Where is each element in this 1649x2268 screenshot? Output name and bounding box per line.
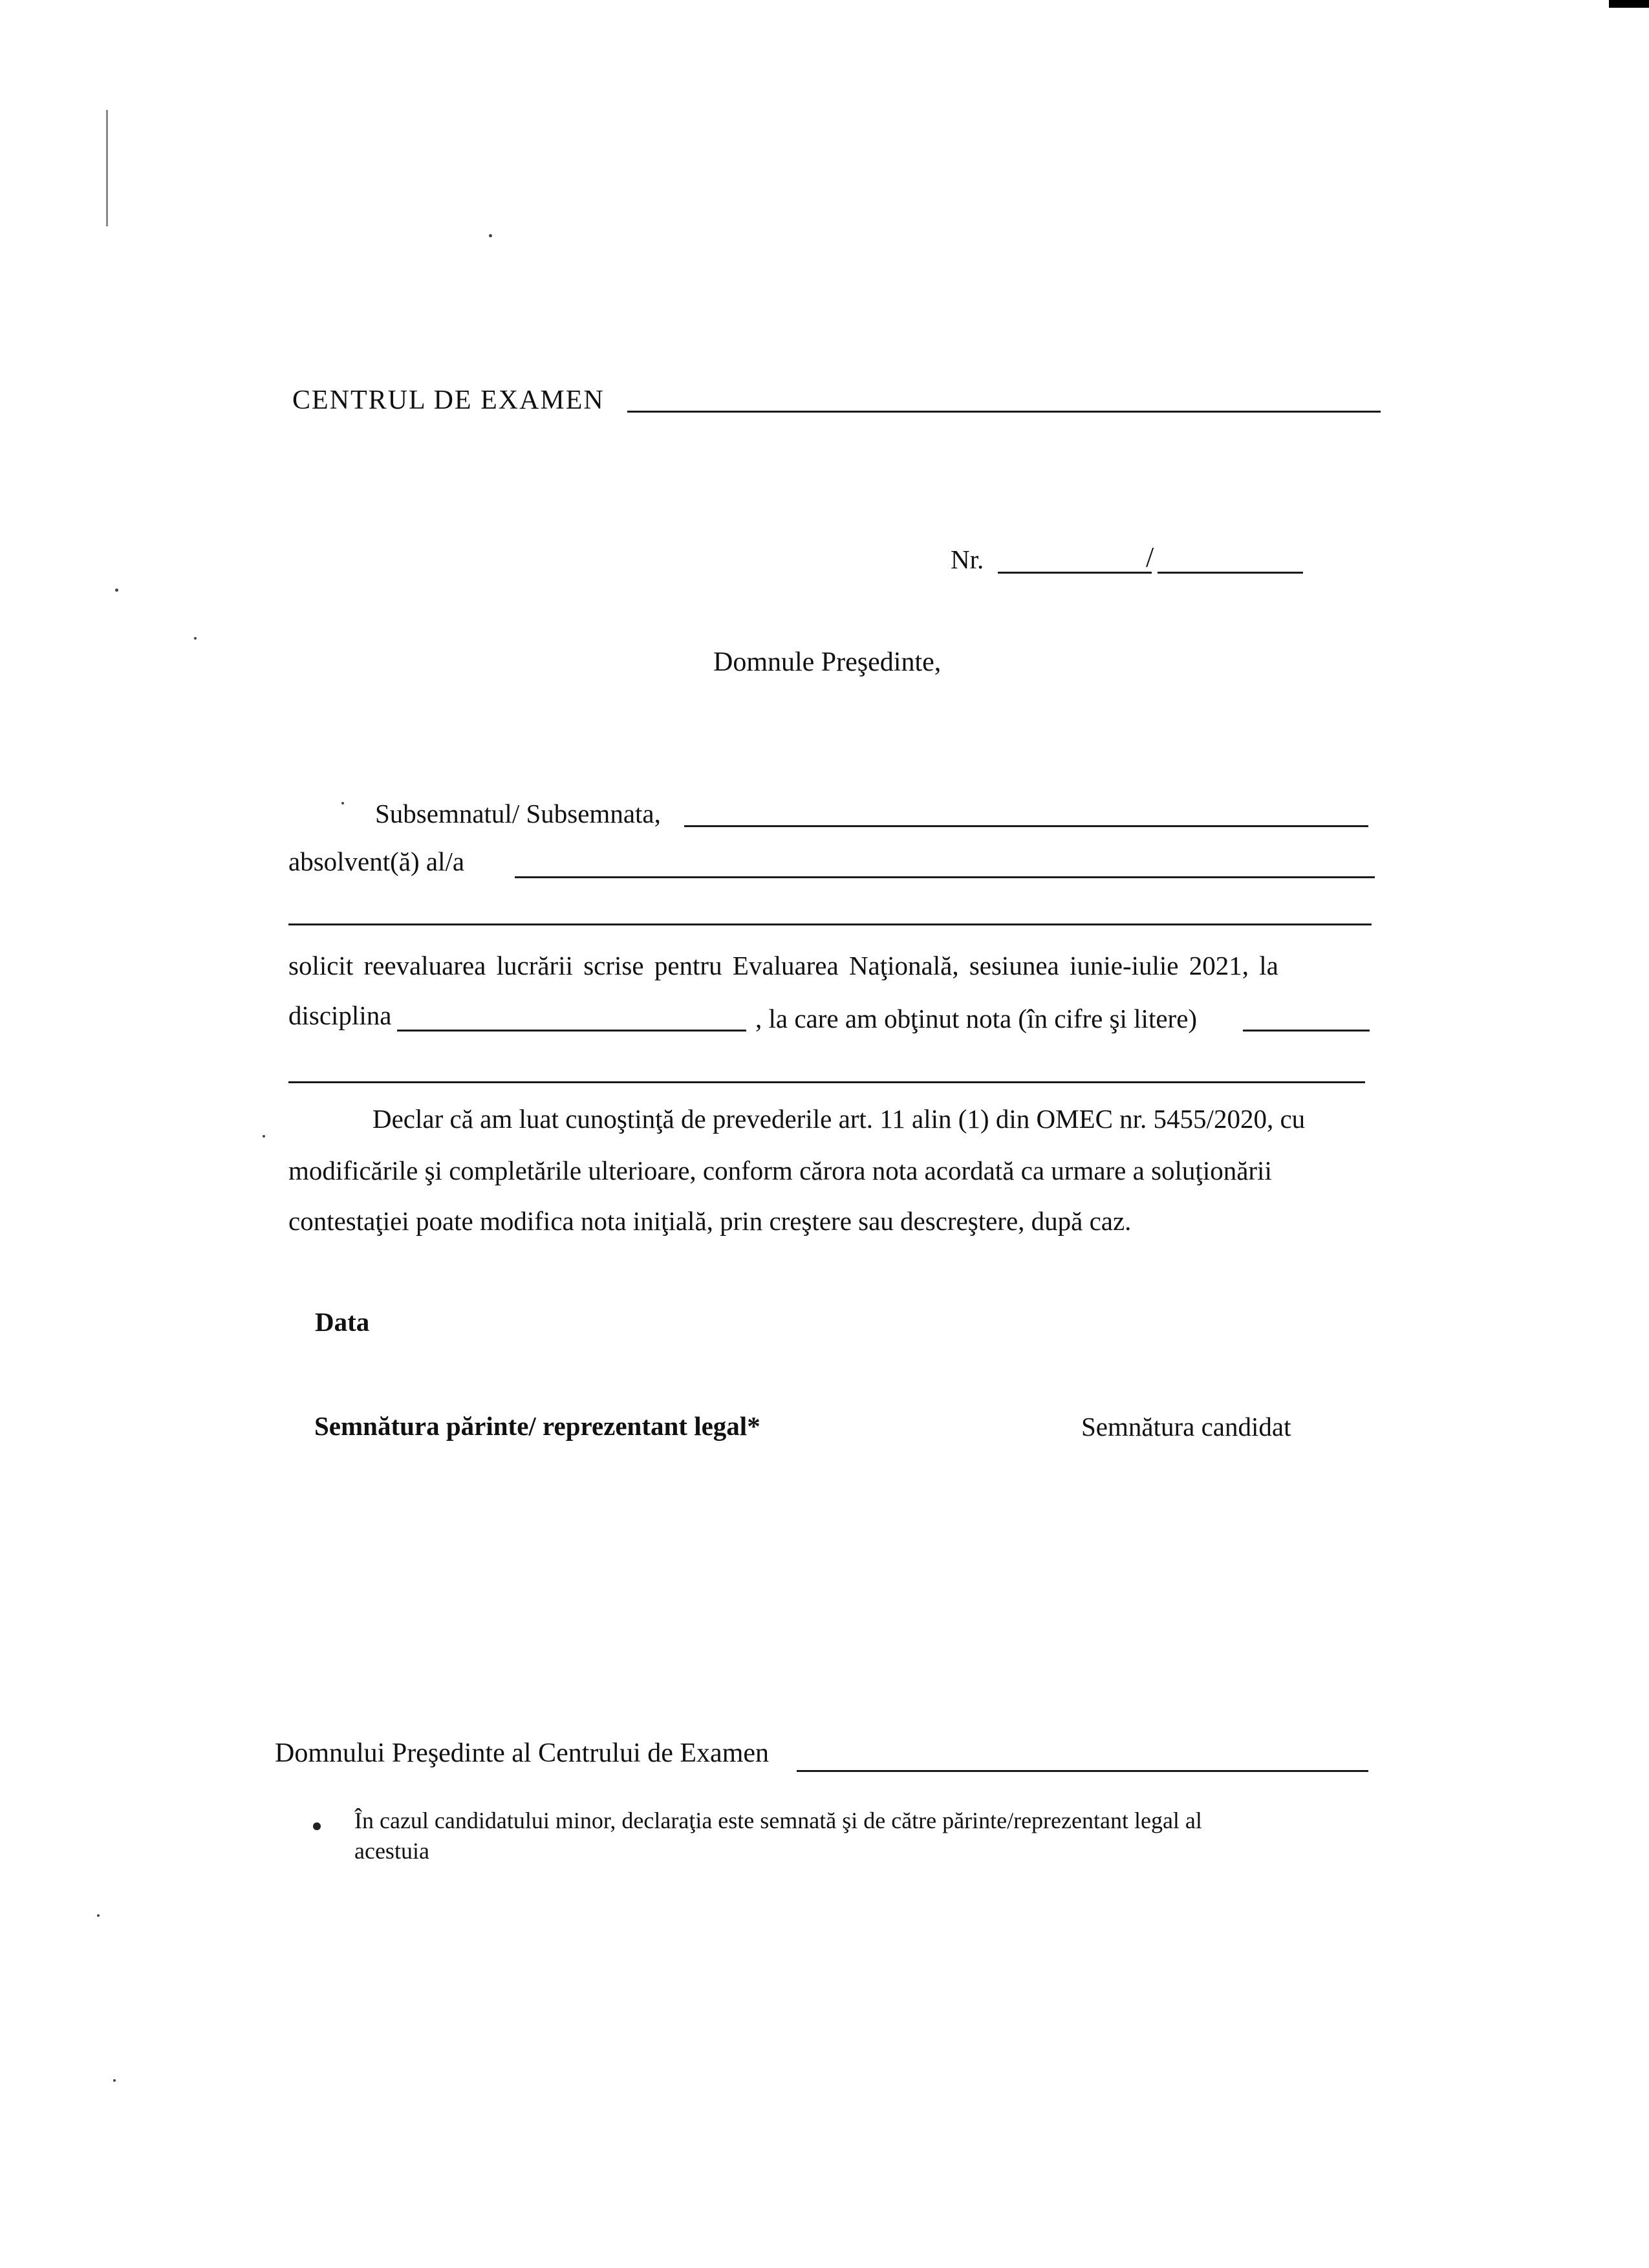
date-label: Data (315, 1307, 370, 1337)
subsemnatul-label: Subsemnatul/ Subsemnata, (375, 799, 661, 828)
scan-speck (115, 589, 118, 592)
footnote-line-1: În cazul candidatului minor, declaraţia este semnată şi de către părinte/reprezentant legal al (354, 1808, 1202, 1833)
salutation: Domnule Preşedinte, (713, 647, 942, 677)
addressee-label: Domnului Preşedinte al Centrului de Examen (275, 1738, 769, 1768)
absolvent-label: absolvent(ă) al/a (288, 847, 465, 876)
school-blank-line[interactable] (515, 876, 1375, 878)
scan-speck (97, 1914, 100, 1917)
scan-speck (489, 234, 492, 237)
declaration-line-3: contestaţiei poate modifica nota iniţială, prin creştere sau descreştere, după caz. (288, 1206, 1132, 1236)
exam-center-blank-line[interactable] (627, 411, 1381, 413)
discipline-blank-line[interactable] (397, 1030, 746, 1031)
scan-speck (263, 1135, 265, 1138)
parent-signature-label: Semnătura părinte/ reprezentant legal* (314, 1411, 760, 1441)
registration-number-label: Nr. (951, 545, 984, 574)
scan-speck (113, 2079, 116, 2082)
declaration-line-2: modificările şi completările ulterioare, conform cărora nota acordată ca urmare a soluţionării (288, 1156, 1272, 1185)
footnote-line-2: acestuia (354, 1838, 429, 1864)
scan-speck (194, 637, 197, 640)
registration-date-blank-line[interactable] (1158, 572, 1303, 574)
exam-center-label: CENTRUL DE EXAMEN (292, 385, 605, 415)
scan-speck (341, 802, 344, 805)
grade-letters-blank-line[interactable] (288, 1081, 1365, 1083)
candidate-signature-label: Semnătura candidat (1081, 1412, 1291, 1442)
scan-edge-mark (1609, 0, 1649, 8)
school-continuation-blank-line[interactable] (288, 923, 1372, 925)
grade-label: , la care am obţinut nota (în cifre şi litere) (755, 1004, 1198, 1033)
grade-blank-line[interactable] (1243, 1030, 1370, 1031)
request-text (288, 953, 1375, 979)
name-blank-line[interactable] (684, 825, 1368, 827)
discipline-label: disciplina (288, 1000, 392, 1030)
addressee-blank-line[interactable] (797, 1770, 1368, 1772)
registration-number-separator: / (1146, 541, 1154, 573)
bullet-icon (313, 1822, 321, 1830)
registration-number-blank-line[interactable] (998, 572, 1152, 574)
request-text-content: solicit reevaluarea lucrării scrise pentru Evaluarea Naţională, sesiunea iunie-iulie 2021, la (288, 951, 1278, 980)
scan-margin-line (106, 110, 108, 226)
declaration-line-1: Declar că am luat cunoştinţă de prevederile art. 11 alin (1) din OMEC nr. 5455/2020, cu (372, 1104, 1306, 1134)
